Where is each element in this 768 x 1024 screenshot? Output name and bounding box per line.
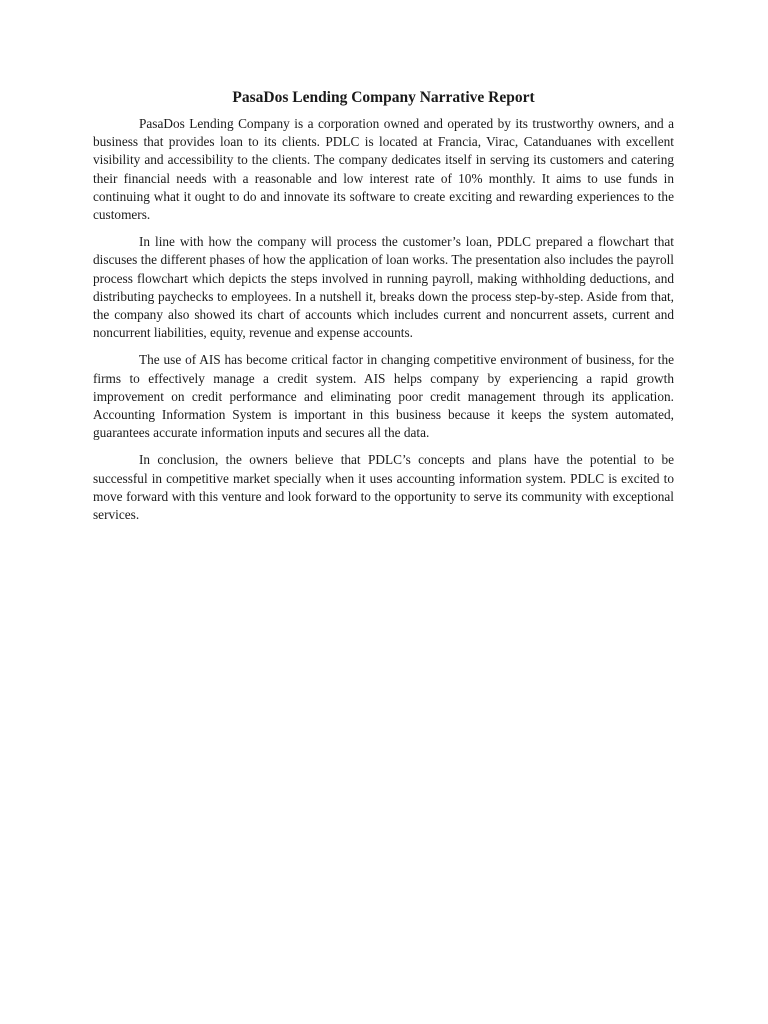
document-page: [93, 88, 674, 533]
paragraph-ais: The use of AIS has become critical factor in changing competitive environment of business, for the firms to effectively manage a credit system. AIS helps company by experiencing a rapid growth improvement on credit performance and eliminating poor credit management through its application. Accounting Information System is important in this business because it keeps the system automated, guarantees accurate information inputs and secures all the data.: [93, 352, 674, 441]
paragraph-conclusion: In conclusion, the owners believe that PDLC’s concepts and plans have the potential to be successful in competitive market specially when it uses accounting information system. PDLC is excited to move forward with this venture and look forward to the opportunity to serve its community with exceptional services.: [93, 452, 674, 523]
paragraph-flowchart: In line with how the company will process the customer’s loan, PDLC prepared a flowchart that discuses the different phases of how the application of loan works. The presentation also includes the payroll process flowchart which depicts the steps involved in running payroll, making withholding deductions, and distributing paychecks to employees. In a nutshell it, breaks down the process step-by-step. Aside from that, the company also showed its chart of accounts which includes current and noncurrent assets, current and noncurrent liabilities, equity, revenue and expense accounts.: [93, 234, 674, 341]
paragraph-intro: PasaDos Lending Company is a corporation owned and operated by its trustworthy owners, and a business that provides loan to its clients. PDLC is located at Francia, Virac, Catanduanes with excellent visibility and accessibility to the clients. The company dedicates itself in serving its customers and catering their financial needs with a reasonable and low interest rate of 10% monthly. It aims to use funds in continuing what it ought to do and innovate its software to create exciting and rewarding experiences to the customers.: [93, 116, 674, 223]
document-title: PasaDos Lending Company Narrative Report: [232, 89, 535, 106]
